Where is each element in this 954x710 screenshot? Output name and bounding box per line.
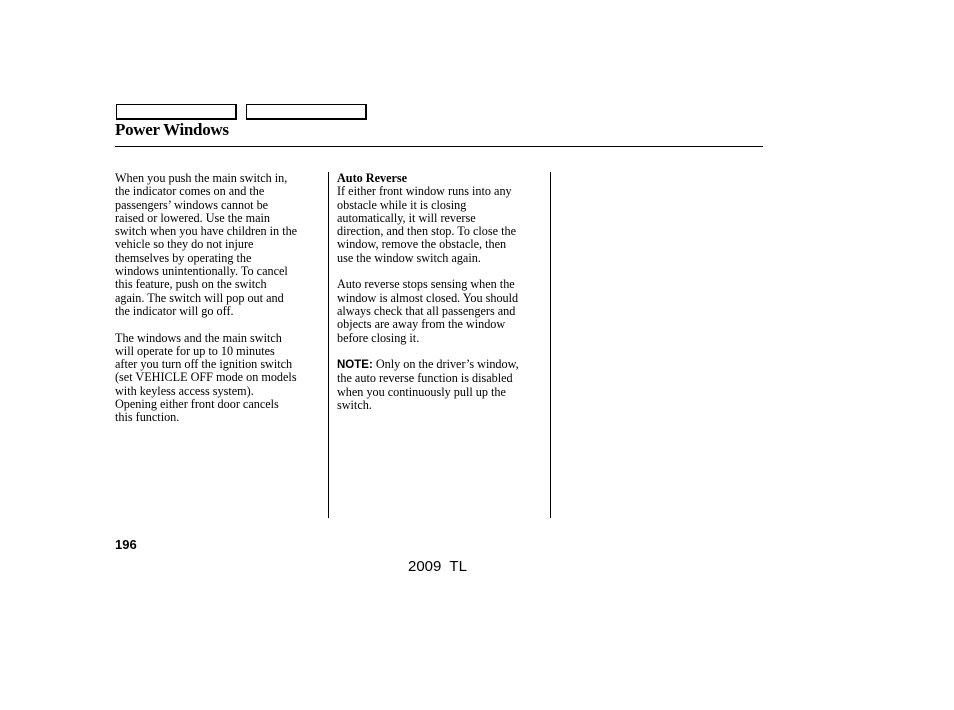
main-switch-paragraph: When you push the main switch in, the indicator comes on and the passengers’ windows cannot be raised or lowered. Use the main switch when you have children in the vehicle so they do not injure themselves by operating the windows unintentionally. To cancel this feature, push on the switch again. The switch will pop out and the indicator will go off. [115,171,298,318]
nav-button-previous[interactable] [116,104,237,120]
middle-column [337,172,547,426]
note-paragraph [337,358,547,412]
note-label: NOTE: [337,359,373,372]
page-title: Power Windows [115,120,229,139]
title-divider [115,146,763,147]
auto-reverse-text: If either front window runs into any obstacle while it is closing automatically, it will reverse direction, and then stop. To close the window, remove the obstacle, then use the window switch again. [337,184,516,265]
auto-reverse-paragraph [337,172,547,265]
auto-reverse-sensing-paragraph: Auto reverse stops sensing when the window is almost closed. You should always check that all passengers and objects are away from the window before closing it. [337,277,519,345]
note-text: Only on the driver’s window, the auto reverse function is disabled when you continuously pull up the switch. [337,357,519,413]
page-number: 196 [115,537,137,552]
nav-button-next[interactable] [246,104,367,120]
column-divider-2 [550,172,551,518]
operation-time-paragraph: The windows and the main switch will operate for up to 10 minutes after you turn off the ignition switch (set VEHICLE OFF mode on models with keyless access system). Opening either front door cancels this function. [115,330,297,425]
column-divider-1 [328,172,329,518]
footer-model: 2009 TL [408,558,467,575]
left-column [115,172,325,438]
auto-reverse-heading: Auto Reverse [337,171,408,185]
